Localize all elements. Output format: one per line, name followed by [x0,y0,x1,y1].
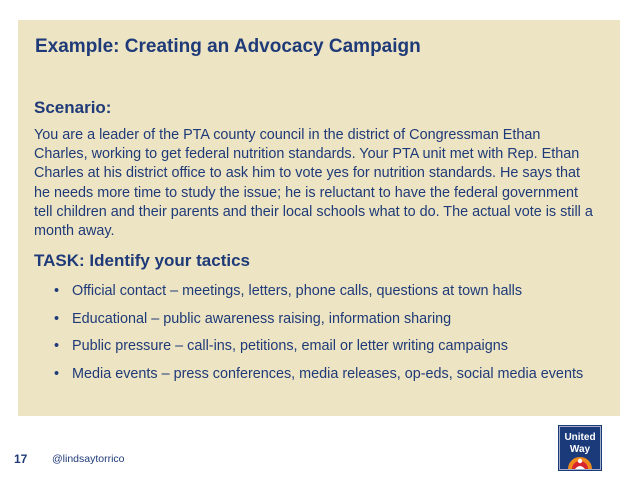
slide-number: 17 [14,452,28,466]
united-way-logo-icon [558,425,602,471]
footer-twitter-handle: @lindsaytorrico [52,453,125,465]
scenario-text: You are a leader of the PTA county council in the district of Congressman Ethan Charles, working to get federal nutrition standards. Your PTA unit met with Rep. Ethan Charles at his district office to ask him to vote yes for nutrition standards. He says that he needs more time to study the issue; he is reluctant to have the federal government tell children and their parents and their local schools what to do. The actual vote is still a month away. [34,127,593,240]
tactic-text: Media events – press conferences, media releases, op-eds, social media events [72,365,584,382]
slide-title: Example: Creating an Advocacy Campaign [35,36,421,57]
logo-text-united: United [564,432,596,443]
tactic-item-educational [50,310,595,329]
bullet-icon: • [54,338,60,354]
tactic-item-media-events [50,365,595,384]
tactic-text: Educational – public awareness raising, information sharing [72,310,452,327]
task-heading: TASK: Identify your tactics [34,251,250,270]
tactic-item-public-pressure [50,337,595,356]
tactic-text: Public pressure – call-ins, petitions, email or letter writing campaigns [72,338,508,354]
tactics-list [50,282,595,392]
bullet-icon: • [54,365,60,382]
logo-text-way: Way [569,444,591,455]
scenario-heading: Scenario: [34,98,112,117]
tactic-text: Official contact – meetings, letters, phone calls, questions at town halls [72,283,523,299]
bullet-icon: • [54,310,60,327]
tactic-item-official-contact [50,282,595,301]
bullet-icon: • [54,283,60,299]
